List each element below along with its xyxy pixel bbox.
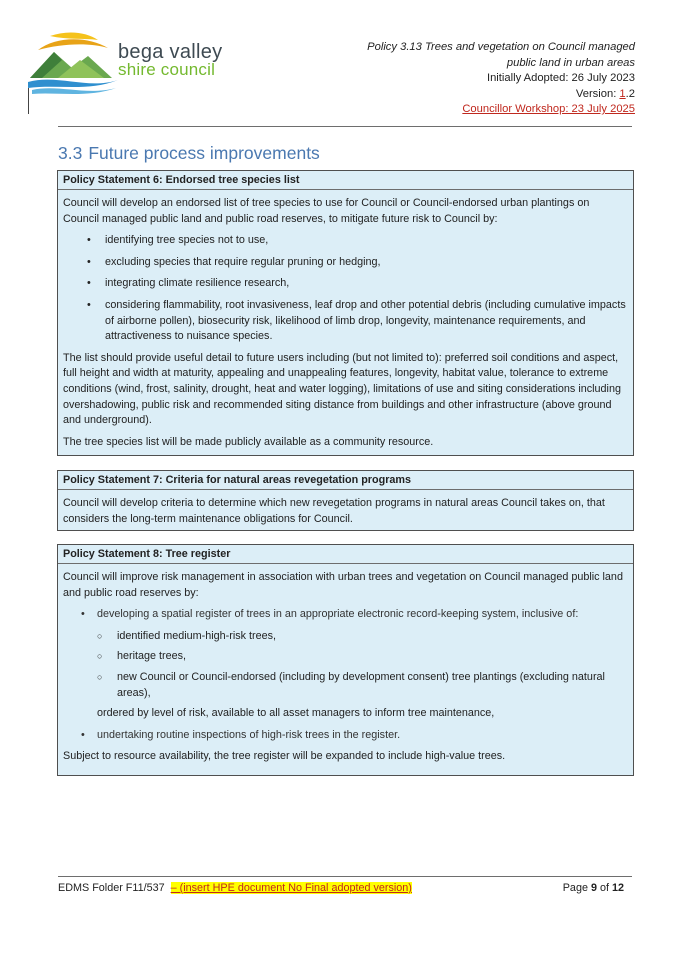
section-number: 3.3 (58, 143, 83, 163)
logo-text-line1: bega valley (118, 41, 223, 63)
sub-list-item: ○ identified medium-high-risk trees, (63, 629, 628, 645)
statement-8-heading: Policy Statement 8: Tree register (58, 545, 633, 564)
circle-bullet-icon: ○ (97, 630, 103, 641)
list-item: • considering flammability, root invasiveness, leaf drop and other potential debris (including cumulative impacts of airborne pollen), biosecurity risk, likelihood of limb drop, longevity, maintenance requirements, and attractiveness to nuisance species. (87, 298, 626, 343)
statement-8-closing: Subject to resource availability, the tree register will be expanded to include high-value trees. (63, 750, 506, 763)
policy-title-line2: public land in urban areas (506, 56, 635, 69)
workshop-date: Councillor Workshop: 23 July 2025 (462, 103, 635, 115)
circle-bullet-icon: ○ (97, 671, 103, 682)
policy-statement-7 (57, 470, 634, 531)
statement-7-heading: Policy Statement 7: Criteria for natural areas revegetation programs (58, 471, 633, 490)
logo-text-line2: shire council (118, 60, 216, 79)
version-label: Version: (575, 87, 620, 100)
page-number: Page 9 of 12 (562, 882, 624, 894)
header-divider (58, 126, 632, 127)
version-line (367, 87, 635, 103)
change-bar (28, 88, 29, 114)
section-title: Future process improvements (88, 143, 320, 163)
version-struck: 1 (619, 87, 626, 100)
statement-6-para2: The list should provide useful detail to future users including (but not limited to): preferred soil conditions and aspect, full height and width at maturity, appealing and unappealing features, longevity, habitat value, tolerance to extreme conditions (wind, frost, salinity, drought, heat and water logging), limitations of use and siting considerations including overshadowing, public risk and recommended siting distance from buildings and other infrastructure (above ground and underground). (63, 351, 621, 427)
list-item: • excluding species that require regular pruning or hedging, (87, 255, 381, 268)
statement-7-body: Council will develop criteria to determine which new revegetation programs in natural areas Council takes on, that considers the long-term maintenance obligations for Council. (63, 497, 605, 525)
edms-folder: EDMS Folder F11/537 (58, 882, 165, 894)
list-item: • undertaking routine inspections of high-risk trees in the register. (81, 728, 401, 741)
list-item: • integrating climate resilience research, (87, 277, 290, 290)
policy-statement-6 (57, 170, 634, 456)
policy-statement-8 (57, 544, 634, 776)
statement-8-ordered: ordered by level of risk, available to all asset managers to inform tree maintenance, (97, 707, 495, 720)
footer-divider (58, 876, 632, 877)
section-heading (58, 143, 320, 164)
sub-list-item: ○ new Council or Council-endorsed (including by development consent) tree plantings (excluding natural areas), (97, 670, 605, 699)
statement-6-bullets (63, 233, 628, 345)
circle-bullet-icon: ○ (97, 651, 103, 662)
statement-6-para3: The tree species list will be made publicly available as a community resource. (63, 435, 434, 448)
document-header-info (367, 40, 635, 118)
version-rest: .2 (625, 87, 635, 100)
list-item: • identifying tree species not to use, (87, 234, 269, 247)
list-item: • developing a spatial register of trees in an appropriate electronic record-keeping system, inclusive of: (81, 608, 579, 621)
adopted-date: Initially Adopted: 26 July 2023 (486, 72, 635, 84)
statement-6-heading: Policy Statement 6: Endorsed tree species list (58, 171, 633, 190)
hpe-placeholder: – (insert HPE document No Final adopted version) (170, 882, 412, 894)
sub-list-item: ○ heritage trees, (63, 649, 628, 665)
statement-8-intro: Council will improve risk management in association with urban trees and vegetation on Council managed public land and public road reserves by: (63, 571, 623, 599)
policy-title-line1: Policy 3.13 Trees and vegetation on Council managed (367, 41, 635, 53)
statement-6-intro: Council will develop an endorsed list of tree species to use for Council or Council-endorsed urban plantings on Council managed public land and public road reserves, to mitigate future risk to Council by: (63, 197, 590, 225)
